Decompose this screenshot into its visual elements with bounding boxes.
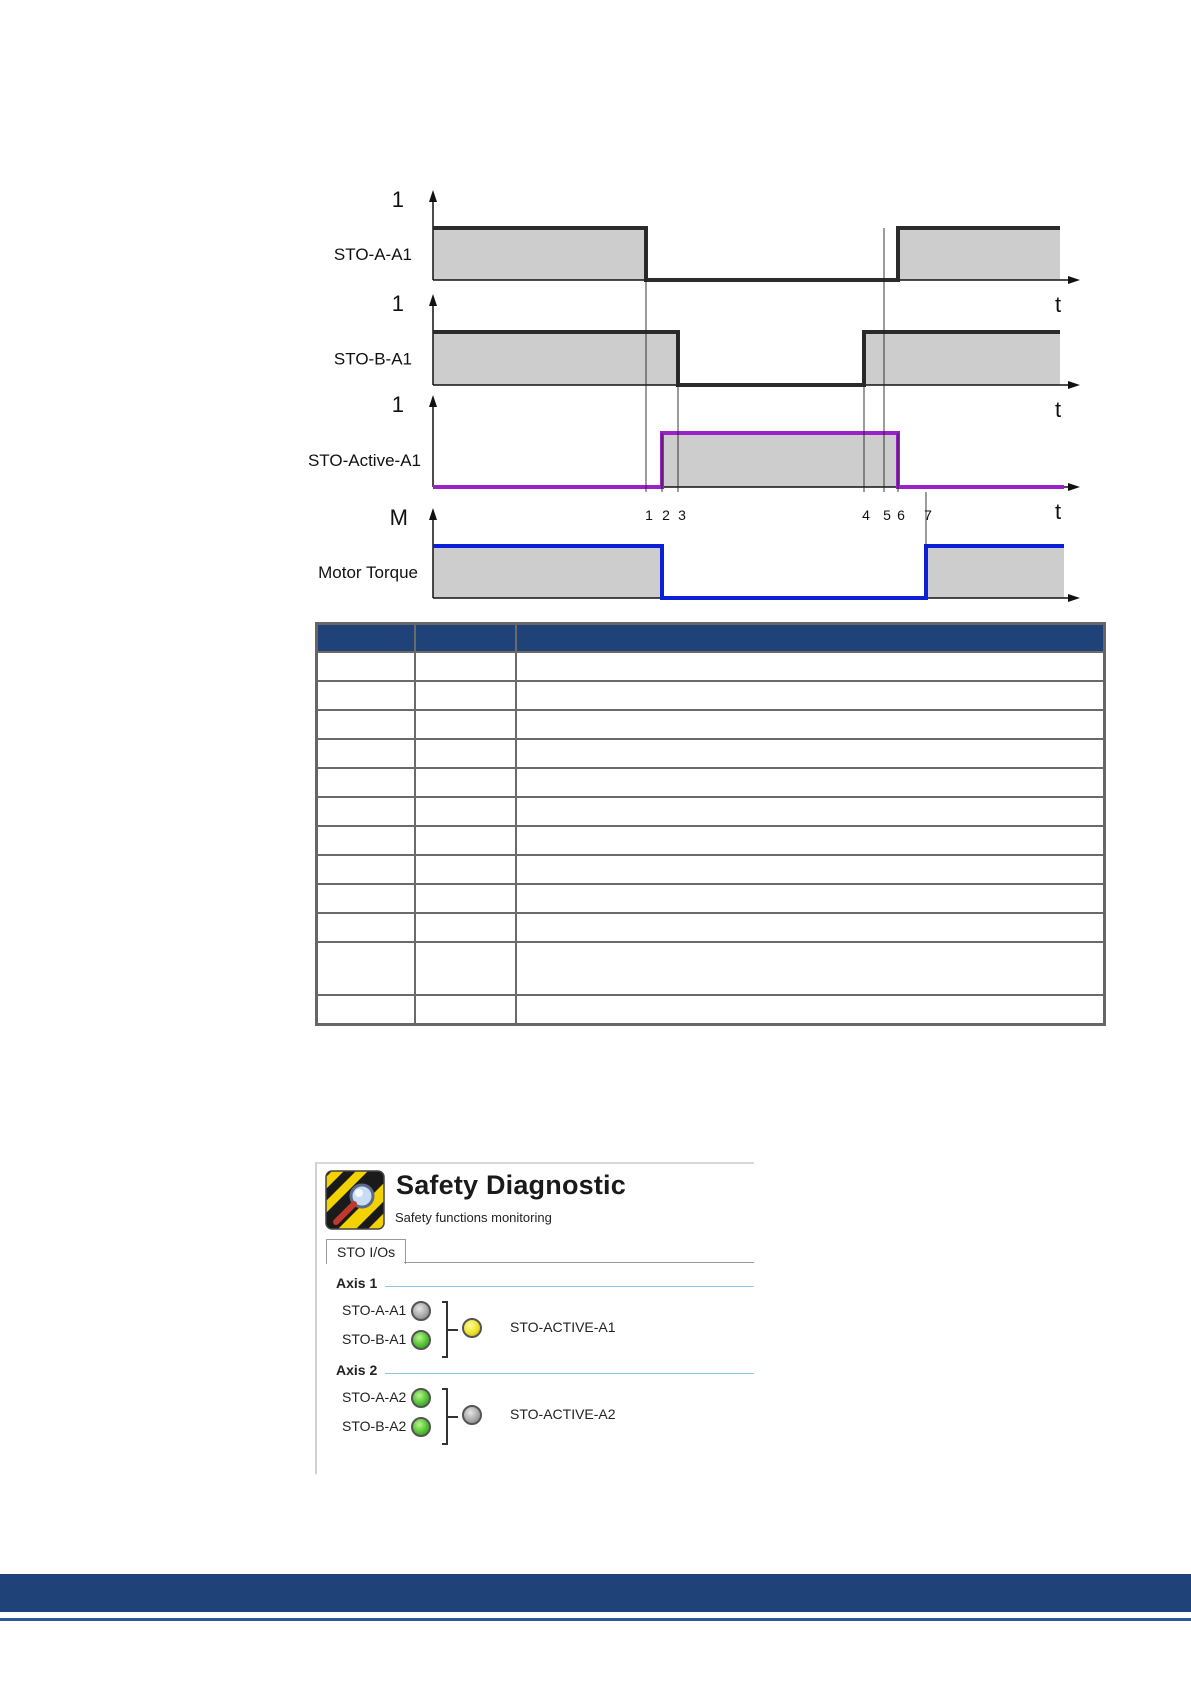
marker-label-3: 3 (678, 507, 686, 523)
table-cell (317, 681, 415, 710)
axis-2-heading: Axis 2 (336, 1362, 378, 1378)
table-row (317, 913, 1105, 942)
marker-label-4: 4 (862, 507, 870, 523)
sto-a-a1-y-max-label: 1 (391, 187, 404, 212)
table-cell (415, 681, 516, 710)
motor-torque-value-arrow-icon (429, 508, 437, 520)
axis-2-divider (385, 1373, 754, 1374)
sto-a-a2-led-icon (411, 1388, 431, 1408)
table-cell (516, 855, 1105, 884)
table-cell (317, 826, 415, 855)
marker-label-1: 1 (645, 507, 653, 523)
axis-1-bracket-tick (448, 1329, 458, 1331)
sto-a-a1-time-arrow-icon (1068, 276, 1080, 284)
sto-active-a2-led-icon (462, 1405, 482, 1425)
column-header (516, 624, 1105, 653)
table-cell (516, 913, 1105, 942)
table-row (317, 884, 1105, 913)
sto-b-a1-y-max-label: 1 (391, 291, 404, 316)
sto-b-a2-label: STO-B-A2 (342, 1418, 407, 1434)
sto-a-a1-high-region (433, 228, 646, 280)
table-cell (415, 652, 516, 681)
column-header (317, 624, 415, 653)
table-cell (516, 884, 1105, 913)
diagnostic-subtitle: Safety functions monitoring (395, 1210, 552, 1225)
table-cell (415, 710, 516, 739)
table-cell (415, 942, 516, 995)
table-cell (415, 995, 516, 1025)
table-cell (317, 913, 415, 942)
motor-torque-label: Motor Torque (318, 563, 418, 582)
sto-active-a1-value-arrow-icon (429, 395, 437, 407)
table-row (317, 710, 1105, 739)
sto-active-a1-label: STO-ACTIVE-A1 (510, 1319, 616, 1335)
table-cell (516, 995, 1105, 1025)
table-cell (317, 710, 415, 739)
sto-active-a1-led-icon (462, 1318, 482, 1338)
footer-bar (0, 1574, 1191, 1612)
table-row (317, 768, 1105, 797)
sto-active-a1-time-label: t (1054, 499, 1062, 524)
motor-torque-high-region (926, 546, 1064, 598)
axis-2-bracket-tick (448, 1416, 458, 1418)
sto-b-a1-high-region (864, 332, 1060, 385)
tab-divider (404, 1262, 754, 1263)
motor-torque-signal (318, 505, 1080, 602)
table-row (317, 942, 1105, 995)
sto-active-a1-label: STO-Active-A1 (307, 451, 421, 470)
table-cell (516, 739, 1105, 768)
sto-b-a1-label: STO-B-A1 (333, 349, 412, 369)
sto-a-a1-value-arrow-icon (429, 190, 437, 202)
table-cell (317, 797, 415, 826)
table-cell (415, 826, 516, 855)
sto-a-a2-label: STO-A-A2 (342, 1389, 407, 1405)
sto-b-a1-value-arrow-icon (429, 294, 437, 306)
axis-1-divider (385, 1286, 754, 1287)
table-row (317, 797, 1105, 826)
marker-label-7: 7 (924, 507, 932, 523)
sto-a-a1-label: STO-A-A1 (333, 245, 412, 264)
table-cell (516, 797, 1105, 826)
sto-a-a1-high-region (898, 228, 1060, 280)
table-cell (516, 710, 1105, 739)
table-cell (516, 681, 1105, 710)
sto-active-a1-time-arrow-icon (1068, 483, 1080, 491)
sto-active-a1-high-region (662, 433, 898, 487)
tab-sto-ios[interactable]: STO I/Os (326, 1239, 406, 1264)
table-cell (317, 995, 415, 1025)
sto-b-a1-time-label: t (1054, 397, 1062, 422)
table-cell (516, 826, 1105, 855)
table-cell (317, 652, 415, 681)
axis-1-heading: Axis 1 (336, 1275, 378, 1291)
sto-active-a1-signal (308, 392, 1080, 524)
marker-label-2: 2 (662, 507, 670, 523)
table-header-row (317, 624, 1105, 653)
sequence-table (315, 622, 1106, 1026)
sto-timing-diagram (0, 0, 1191, 620)
table-cell (317, 884, 415, 913)
table-cell (317, 942, 415, 995)
diagnostic-title: Safety Diagnostic (396, 1170, 626, 1200)
table-cell (317, 855, 415, 884)
sto-b-a2-led-icon (411, 1417, 431, 1437)
sto-b-a1-high-region (433, 332, 678, 385)
table-cell (317, 739, 415, 768)
safety-diagnostic-logo-icon (324, 1169, 386, 1231)
table-row (317, 739, 1105, 768)
sto-a-a1-label: STO-A-A1 (342, 1302, 407, 1318)
table-cell (415, 797, 516, 826)
table-cell (415, 884, 516, 913)
sto-b-a1-signal (334, 291, 1080, 422)
sto-a-a1-time-label: t (1054, 292, 1062, 317)
marker-label-5: 5 (883, 507, 891, 523)
motor-torque-time-arrow-icon (1068, 594, 1080, 602)
safety-diagnostic-panel (315, 1162, 754, 1474)
column-header (415, 624, 516, 653)
marker-label-6: 6 (897, 507, 905, 523)
sto-a-a1-signal (334, 187, 1080, 317)
motor-torque-y-max-label: M (389, 505, 408, 530)
table-cell (415, 913, 516, 942)
footer-rule (0, 1618, 1191, 1621)
sto-active-a2-label: STO-ACTIVE-A2 (510, 1406, 616, 1422)
table-row (317, 681, 1105, 710)
table-cell (415, 739, 516, 768)
table-cell (415, 768, 516, 797)
table-row (317, 652, 1105, 681)
sto-a-a1-led-icon (411, 1301, 431, 1321)
motor-torque-high-region (433, 546, 662, 598)
sto-b-a1-led-icon (411, 1330, 431, 1350)
table-cell (516, 768, 1105, 797)
sto-b-a1-label: STO-B-A1 (342, 1331, 407, 1347)
sto-active-a1-y-max-label: 1 (391, 392, 404, 417)
table-row (317, 826, 1105, 855)
table-row (317, 995, 1105, 1025)
table-row (317, 855, 1105, 884)
table-cell (516, 652, 1105, 681)
sto-b-a1-time-arrow-icon (1068, 381, 1080, 389)
table-cell (516, 942, 1105, 995)
table-cell (415, 855, 516, 884)
table-cell (317, 768, 415, 797)
